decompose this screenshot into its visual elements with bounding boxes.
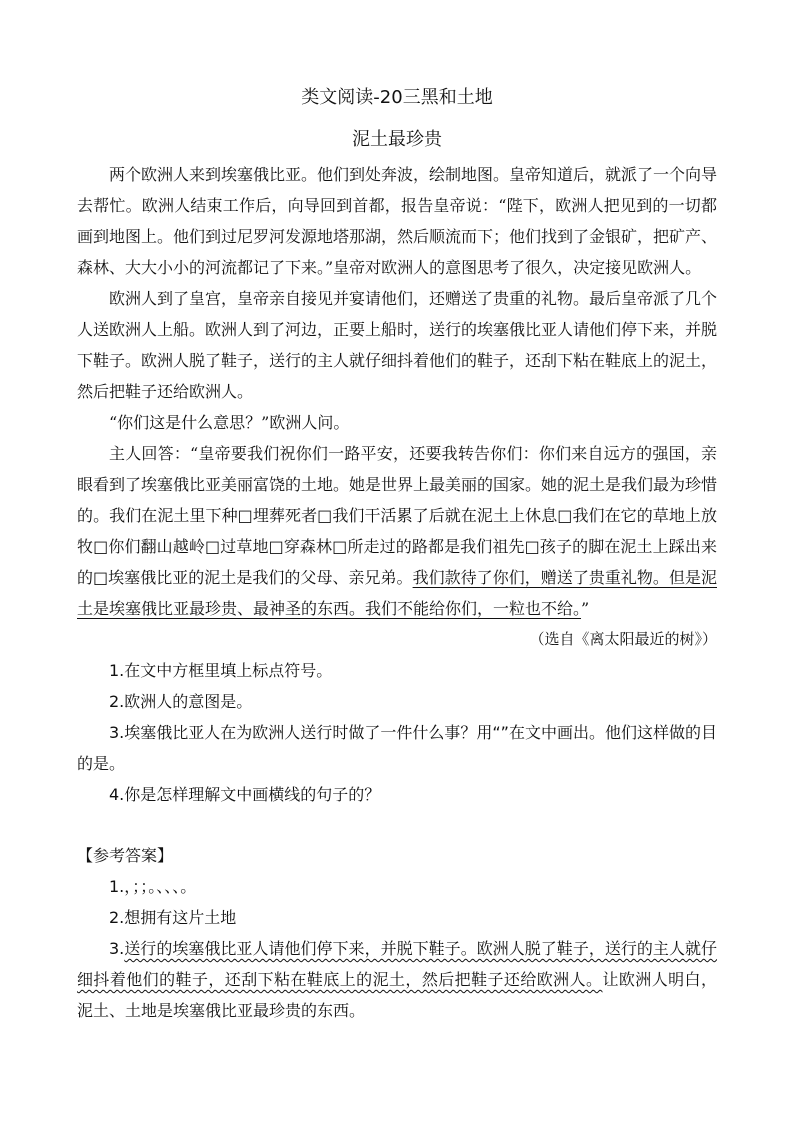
document-content — [77, 86, 717, 1026]
passage-title: 泥土最珍贵 — [352, 129, 442, 150]
page-title: 类文阅读-20三黑和土地 — [301, 87, 493, 108]
question-item-1: 1.在文中方框里填上标点符号。 — [109, 661, 333, 680]
answer-item-1: 1.，；；。、、、。 — [109, 877, 197, 896]
answer-3-marked-text: 送行的埃塞俄比亚人请他们停下来，并脱下鞋子。欧洲人脱了鞋子，送行的主人就仔细抖着他们的鞋子，还刮下粘在鞋底上的泥土，然后把鞋子还给欧洲人。 — [77, 939, 717, 989]
passage-paragraph-3: “你们这是什么意思？”欧洲人问。 — [109, 413, 350, 432]
question-item-3: 3.埃塞俄比亚人在为欧洲人送行时做了一件什么事？用“”在文中画出。他们这样做的目的是。 — [77, 723, 717, 773]
underlined-sentence: 我们款待了你们，赠送了贵重礼物。但是泥土是埃塞俄比亚最珍贵、最神圣的东西。我们不能给你们，一粒也不给。 — [77, 568, 717, 618]
answer-3-number: 3. — [109, 939, 125, 958]
passage-paragraph-2: 欧洲人到了皇宫，皇帝亲自接见并宴请他们，还赠送了贵重的礼物。最后皇帝派了几个人送欧洲人上船。欧洲人到了河边，正要上船时，送行的埃塞俄比亚人请他们停下来，并脱下鞋子。欧洲人脱了鞋子，送行的主人就仔细抖着他们的鞋子，还刮下粘在鞋底上的泥土，然后把鞋子还给欧洲人。 — [77, 289, 718, 401]
answer-3-explanation: 让欧洲人明白，泥土、土地是埃塞俄比亚最珍贵的东西。 — [77, 970, 717, 1020]
answer-item-3 — [77, 933, 717, 1026]
source-citation: （选自《离太阳最近的树》） — [529, 630, 717, 648]
answer-section — [77, 840, 717, 1026]
paragraph-4-text: 主人回答：“皇帝要我们祝你们一路平安，还要我转告你们：你们来自远方的强国，亲眼看到了埃塞俄比亚美丽富饶的土地。她是世界上最美丽的国家。她的泥土是我们最为珍惜的。我们在泥土里下种□埋葬死者□我们干活累了后就在泥土上休息□我们在它的草地上放牧□你们翻山越岭□过草地□穿森林□所走过的路都是我们祖先□孩子的脚在泥土上踩出来的□埃塞俄比亚的泥土是我们的父母、亲兄弟。 — [77, 444, 718, 587]
question-list — [77, 655, 717, 810]
reading-passage — [77, 159, 717, 655]
answer-heading: 【参考答案】 — [77, 846, 174, 865]
paragraph-4-closing-quote: ” — [581, 599, 590, 618]
passage-paragraph-1: 两个欧洲人来到埃塞俄比亚。他们到处奔波，绘制地图。皇帝知道后，就派了一个向导去帮忙。欧洲人结束工作后，向导回到首都，报告皇帝说：“陛下，欧洲人把见到的一切都画到地图上。他们到过尼罗河发源地塔那湖，然后顺流而下；他们找到了金银矿，把矿产、森林、大大小小的河流都记了下来。”皇帝对欧洲人的意图思考了很久，决定接见欧洲人。 — [77, 165, 718, 277]
answer-item-2: 2.想拥有这片土地 — [109, 908, 237, 927]
question-item-2: 2.欧洲人的意图是。 — [109, 692, 253, 711]
passage-paragraph-4 — [77, 438, 717, 624]
question-item-4: 4.你是怎样理解文中画横线的句子的？ — [109, 785, 381, 804]
